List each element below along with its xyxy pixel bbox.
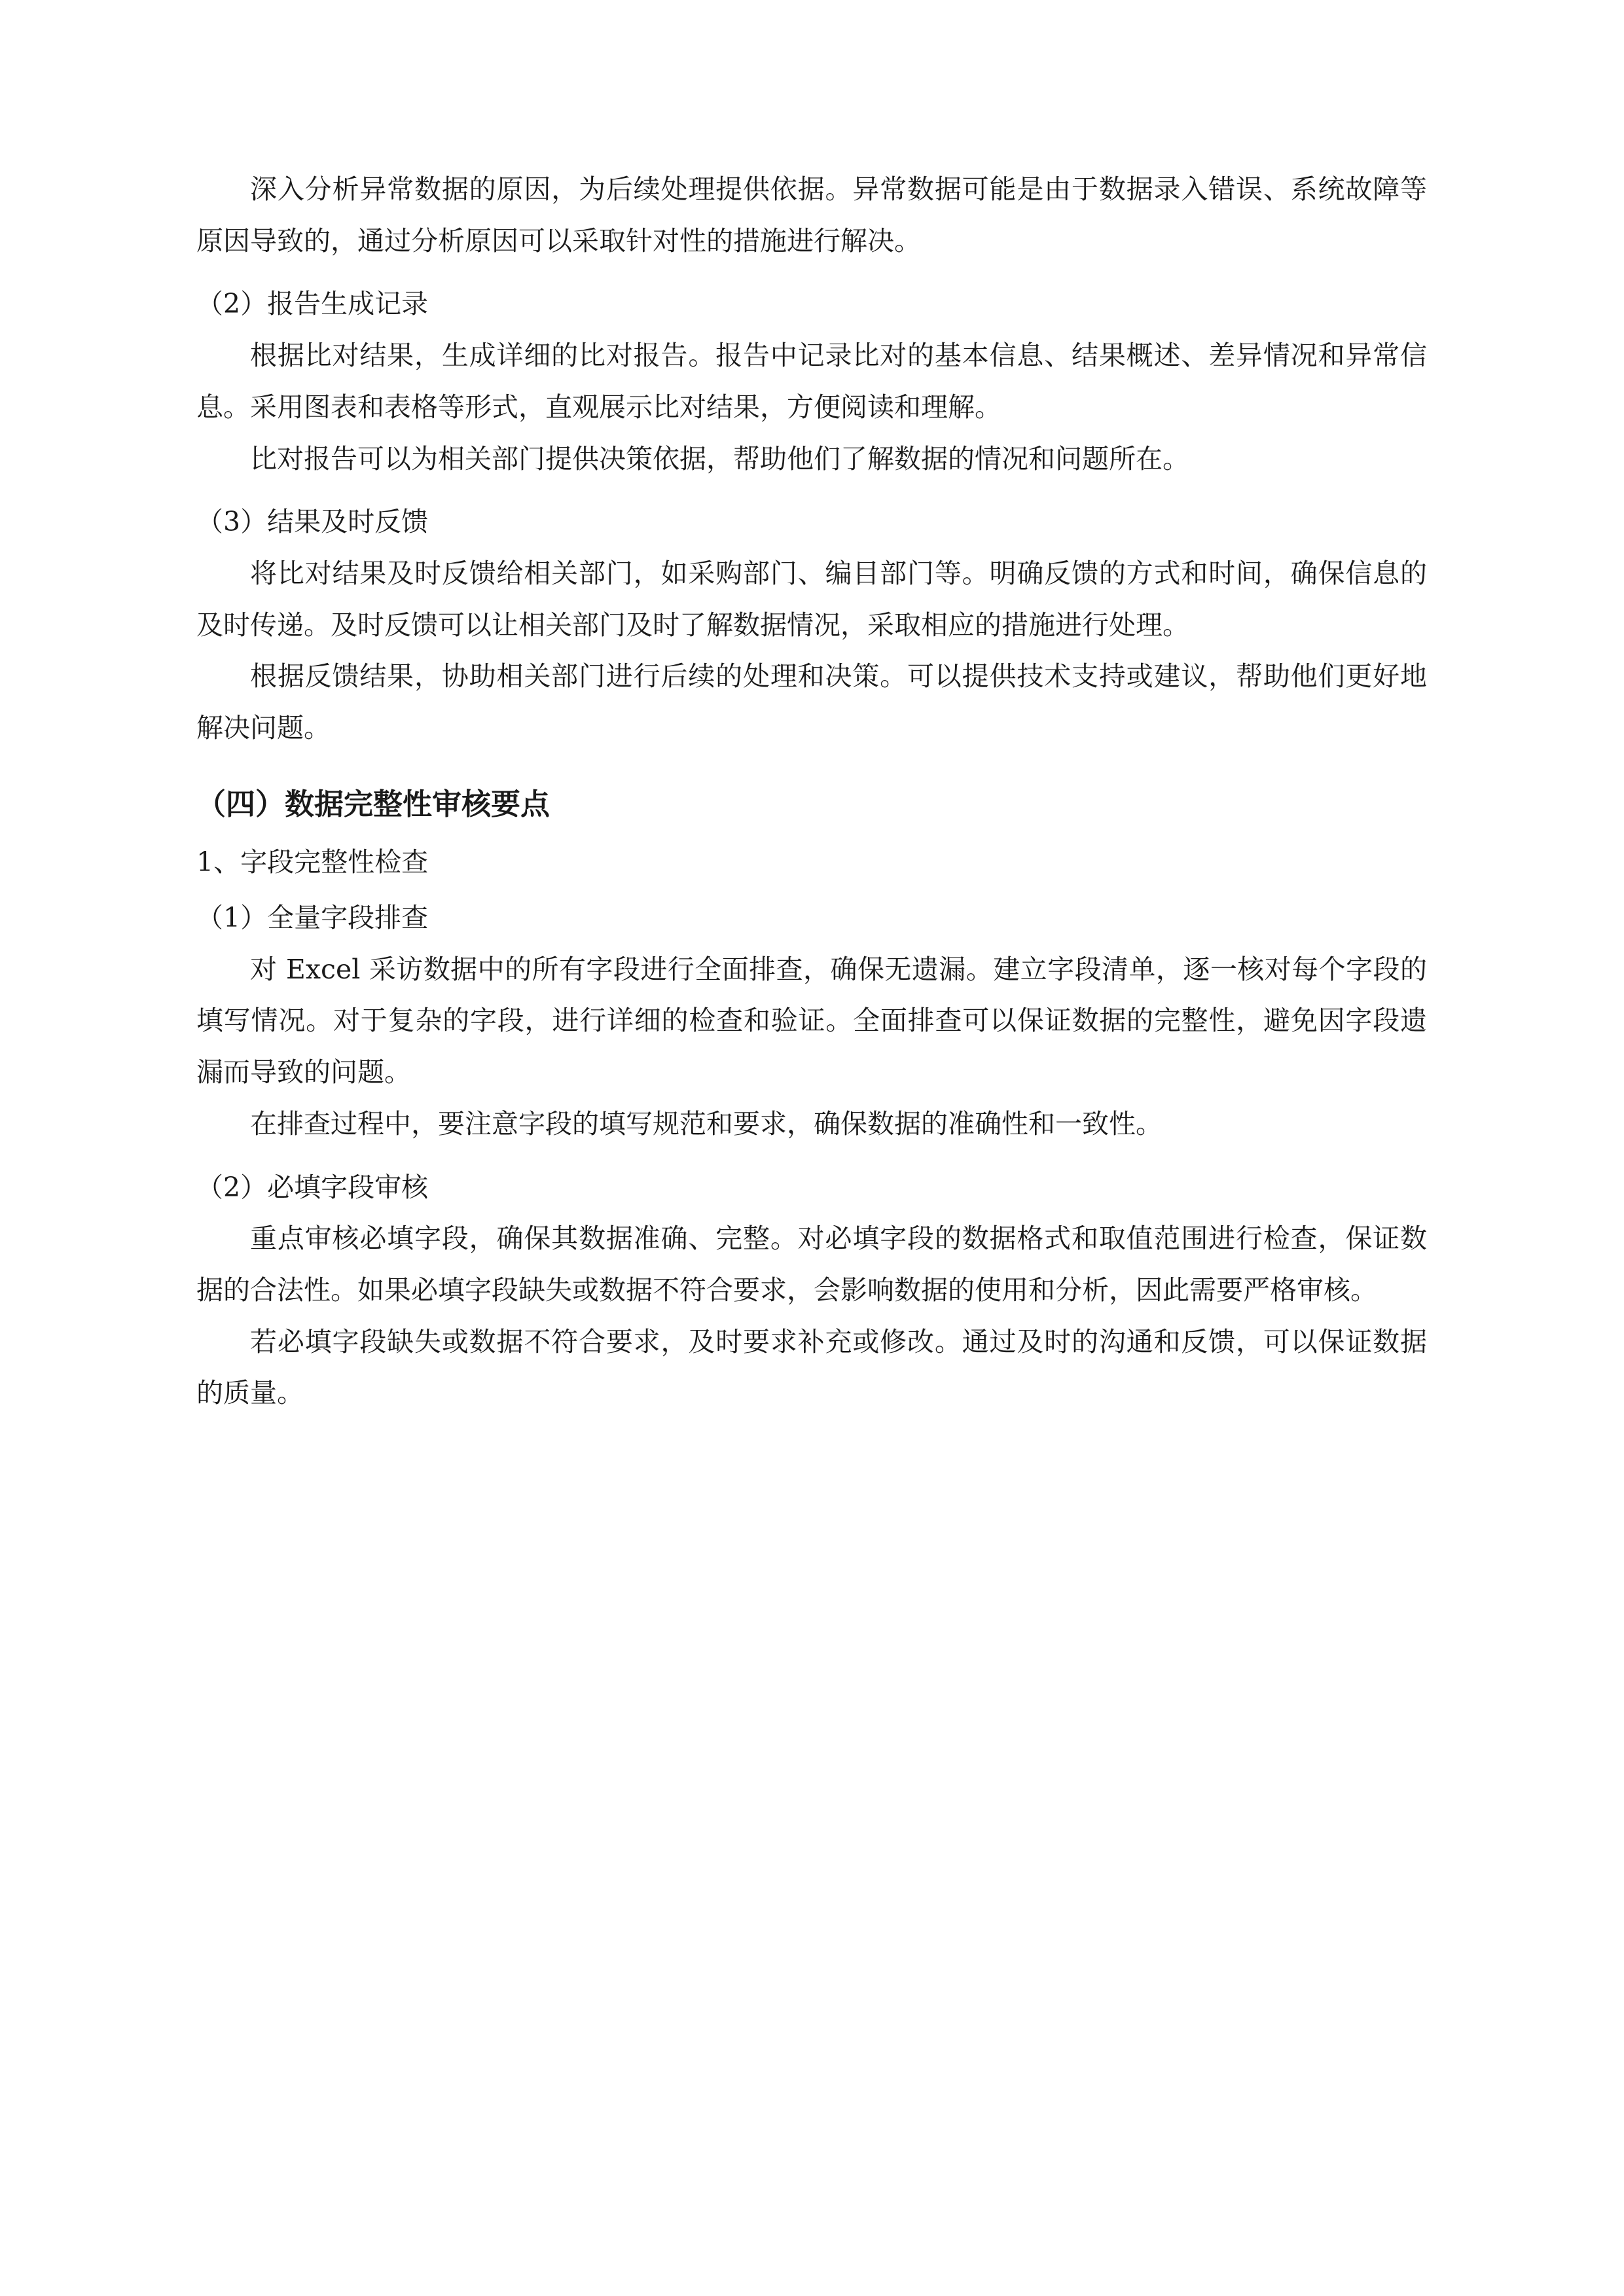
paragraph-feedback-channel: 将比对结果及时反馈给相关部门，如采购部门、编目部门等。明确反馈的方式和时间，确保信息的及时传递。及时反馈可以让相关部门及时了解数据情况，采取相应的措施进行处理。 (196, 558, 1427, 641)
paragraph-screening-standards: 在排查过程中，要注意字段的填写规范和要求，确保数据的准确性和一致性。 (250, 1107, 1163, 1139)
paragraph-full-field-screening-detail: 对 Excel 采访数据中的所有字段进行全面排查，确保无遗漏。建立字段清单，逐一核对每个字段的填写情况。对于复杂的字段，进行详细的检查和验证。全面排查可以保证数据的完整性，避免因字段遗漏而导致的问题。 (196, 953, 1427, 1088)
paragraph-required-field-audit-detail: 重点审核必填字段，确保其数据准确、完整。对必填字段的数据格式和取值范围进行检查，保证数据的合法性。如果必填字段缺失或数据不符合要求，会影响数据的使用和分析，因此需要严格审核。 (196, 1223, 1427, 1306)
paragraph-anomaly-cause: 深入分析异常数据的原因，为后续处理提供依据。异常数据可能是由于数据录入错误、系统故障等原因导致的，通过分析原因可以采取针对性的措施进行解决。 (196, 173, 1427, 257)
heading-full-field-screening: （1）全量字段排查 (196, 902, 429, 934)
paragraph-report-decision-basis: 比对报告可以为相关部门提供决策依据，帮助他们了解数据的情况和问题所在。 (250, 442, 1189, 475)
document-body (196, 164, 1427, 1419)
heading-timely-feedback: （3）结果及时反馈 (196, 506, 429, 538)
paragraph-report-record-detail: 根据比对结果，生成详细的比对报告。报告中记录比对的基本信息、结果概述、差异情况和异常信息。采用图表和表格等形式，直观展示比对结果，方便阅读和理解。 (196, 340, 1427, 423)
heading-report-generation-record: （2）报告生成记录 (196, 288, 429, 320)
heading-field-integrity-check: 1、字段完整性检查 (196, 846, 429, 878)
heading-section-data-integrity: （四）数据完整性审核要点 (196, 786, 550, 821)
paragraph-feedback-followup: 根据反馈结果，协助相关部门进行后续的处理和决策。可以提供技术支持或建议，帮助他们更好地解决问题。 (196, 660, 1427, 744)
heading-required-field-audit: （2）必填字段审核 (196, 1171, 429, 1203)
paragraph-required-field-remediation: 若必填字段缺失或数据不符合要求，及时要求补充或修改。通过及时的沟通和反馈，可以保证数据的质量。 (196, 1325, 1427, 1409)
